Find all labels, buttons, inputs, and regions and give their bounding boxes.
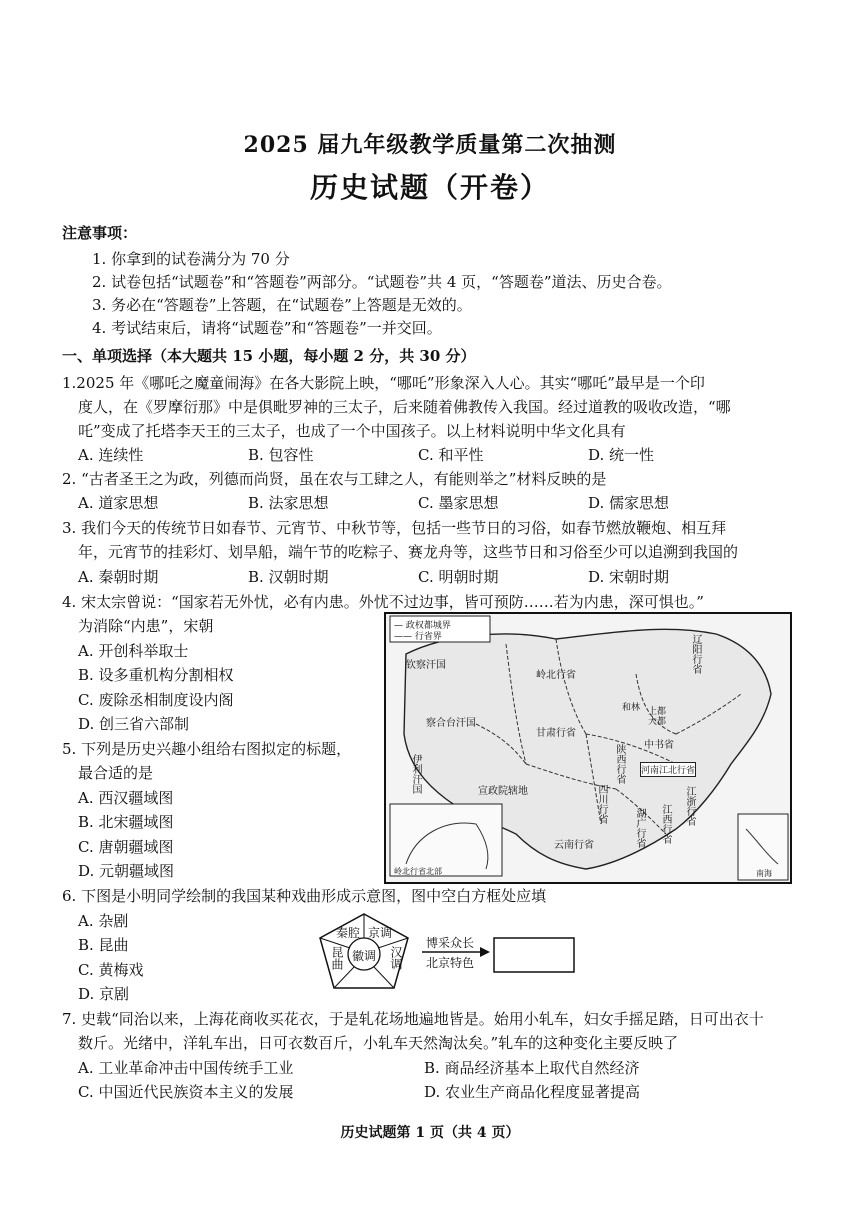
map-label: 陕西行省 [614, 744, 625, 784]
option: B. 汉朝时期 [248, 568, 329, 586]
option: D. 创三省六部制 [78, 715, 190, 733]
question-line: 2. “古者圣王之为政，列德而尚贤，虽在农与工肆之人，有能则举之”材料反映的是 [62, 470, 607, 488]
map-label: 湖广行省 [634, 808, 645, 848]
option: A. 西汉疆域图 [78, 789, 174, 807]
question-line: 1.2025 年《哪吒之魔童闹海》在各大影院上映，“哪吒”形象深入人心。其实“哪吒”最早是一个印 [62, 374, 705, 392]
exam-subtitle: 历史试题（开卷） [309, 171, 550, 204]
option: B. 商品经济基本上取代自然经济 [424, 1059, 640, 1077]
option: D. 统一性 [588, 446, 655, 464]
map-label: 上都 [648, 707, 667, 717]
map-label: 云南行省 [554, 840, 594, 851]
option: D. 宋朝时期 [588, 568, 670, 586]
notice-item: 1. 你拿到的试卷满分为 70 分 [92, 250, 290, 268]
option: C. 和平性 [418, 446, 484, 464]
option: A. 开创科举取士 [78, 642, 189, 660]
page-footer: 历史试题第 1 页（共 4 页） [340, 1125, 520, 1141]
option: C. 废除丞相制度设内阁 [78, 691, 234, 709]
question-line: 7. 史载“同治以来，上海花商收买花衣，于是轧花场地遍地皆是。始用小轧车，妇女手摇足踏，日可出衣十 [62, 1010, 764, 1028]
map-label: 辽阳行省 [690, 634, 701, 674]
map-label: 江浙行省 [684, 786, 695, 826]
option: B. 北宋疆域图 [78, 813, 174, 831]
notice-item: 4. 考试结束后，请将“试题卷”和“答题卷”一并交回。 [92, 319, 442, 337]
section-heading: 一、单项选择（本大题共 15 小题，每小题 2 分，共 30 分） [62, 347, 476, 365]
option: D. 京剧 [78, 985, 130, 1003]
opera-center: 徽调 [352, 949, 377, 963]
territory-map [384, 612, 792, 884]
opera-part: 秦腔 [336, 926, 361, 940]
option: C. 黄梅戏 [78, 961, 144, 979]
opera-part: 汉调 [389, 946, 403, 970]
map-legend: —— 行省界 [394, 632, 442, 642]
option: A. 连续性 [78, 446, 144, 464]
option: D. 儒家思想 [588, 494, 670, 512]
question-line: 为消除“内患”，宋朝 [78, 617, 214, 635]
option: D. 农业生产商品化程度显著提高 [424, 1083, 641, 1101]
map-label: 大都 [648, 717, 667, 727]
option: B. 设多重机构分割相权 [78, 666, 234, 684]
map-label: 江西行省 [660, 804, 671, 844]
option: A. 道家思想 [78, 494, 159, 512]
arrow-label: 北京特色 [426, 956, 475, 970]
option: B. 昆曲 [78, 936, 129, 954]
opera-diagram [312, 910, 582, 992]
opera-part: 京调 [368, 926, 393, 940]
map-label: 河南江北行省 [640, 762, 696, 777]
option: B. 包容性 [248, 446, 314, 464]
map-label: 伊利汗国 [410, 754, 421, 794]
map-label: 钦察汗国 [406, 660, 446, 671]
notice-heading: 注意事项： [62, 224, 138, 242]
option: A. 工业革命冲击中国传统手工业 [78, 1059, 294, 1077]
question-line: 6. 下图是小明同学绘制的我国某种戏曲形成示意图，图中空白方框处应填 [62, 887, 547, 905]
question-line: 5. 下列是历史兴趣小组给右图拟定的标题， [62, 740, 352, 758]
map-label: 南海 [756, 869, 772, 878]
map-label: 察合台汗国 [426, 718, 476, 729]
map-label: 宣政院辖地 [478, 786, 528, 797]
arrow-label: 博采众长 [426, 936, 475, 950]
option: C. 唐朝疆域图 [78, 838, 174, 856]
option: D. 元朝疆域图 [78, 862, 175, 880]
exam-title: 2025 届九年级教学质量第二次抽测 [243, 132, 617, 158]
option: B. 法家思想 [248, 494, 329, 512]
question-line: 数斤。光绪中，洋轧车出，日可衣数百斤，小轧车天然淘汰矣。”轧车的这种变化主要反映了 [78, 1034, 679, 1052]
map-label: 甘肃行省 [536, 728, 576, 739]
map-label: 岭北行省北部 [394, 867, 442, 876]
map-label: 四川行省 [596, 784, 607, 824]
option: C. 中国近代民族资本主义的发展 [78, 1083, 294, 1101]
option: A. 杂剧 [78, 912, 129, 930]
question-line: 4. 宋太宗曾说：“国家若无外忧，必有内患。外忧不过边事，皆可预防……若为内患，深可惧也。” [62, 593, 704, 611]
notice-item: 3. 务必在“答题卷”上答题，在“试题卷”上答题是无效的。 [92, 296, 472, 314]
question-line: 吒”变成了托塔李天王的三太子，也成了一个中国孩子。以上材料说明中华文化具有 [78, 422, 626, 440]
map-label: 岭北行省 [536, 670, 576, 681]
opera-part: 昆曲 [330, 946, 344, 970]
option: C. 墨家思想 [418, 494, 499, 512]
map-label: 和林 [622, 703, 641, 713]
map-legend: — 政权都城界 [394, 621, 451, 631]
option: C. 明朝时期 [418, 568, 499, 586]
notice-item: 2. 试卷包括“试题卷”和“答题卷”两部分。“试题卷”共 4 页，“答题卷”道法、历史合卷。 [92, 273, 672, 291]
question-line: 度人，在《罗摩衍那》中是俱毗罗神的三太子，后来随着佛教传入我国。经过道教的吸收改造，“哪 [78, 398, 731, 416]
map-label: 中书省 [644, 740, 674, 751]
question-line: 年，元宵节的挂彩灯、划旱船，端午节的吃粽子、赛龙舟等，这些节日和习俗至少可以追溯到我国的 [78, 543, 739, 561]
question-line: 最合适的是 [78, 764, 154, 782]
question-line: 3. 我们今天的传统节日如春节、元宵节、中秋节等，包括一些节日的习俗，如春节燃放鞭炮、相互拜 [62, 519, 727, 537]
option: A. 秦朝时期 [78, 568, 159, 586]
